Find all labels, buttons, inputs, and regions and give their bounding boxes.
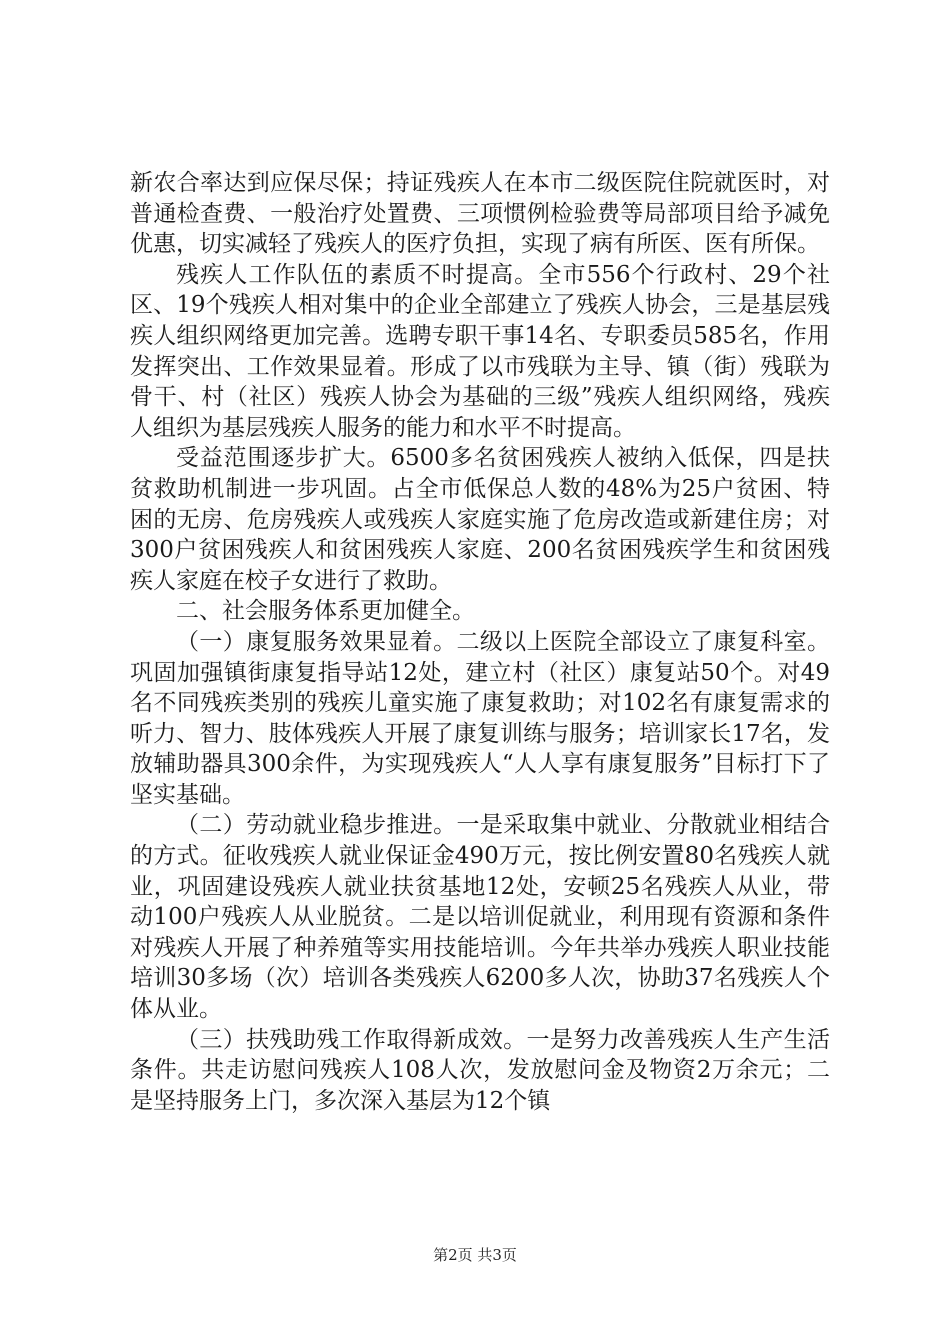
paragraph-continuation: 新农合率达到应保尽保；持证残疾人在本市二级医院住院就医时，对普通检查费、一般治疗处置费、三项惯例检验费等局部项目给予减免优惠，切实减轻了残疾人的医疗负担，实现了病有所医、医有所保。 xyxy=(130,170,830,258)
document-body xyxy=(130,168,830,1116)
paragraph-rehabilitation: （一）康复服务效果显着。二级以上医院全部设立了康复科室。巩固加强镇街康复指导站12处，建立村（社区）康复站50个。对49名不同残疾类别的残疾儿童实施了康复救助；对102名有康复需求的听力、智力、肢体残疾人开展了康复训练与服务；培训家长17名，发放辅助器具300余件，为实现残疾人“人人享有康复服务”目标打下了坚实基础。 xyxy=(130,628,830,808)
section-heading-social-services: 二、社会服务体系更加健全。 xyxy=(176,598,475,625)
paragraph-workforce-quality: 残疾人工作队伍的素质不时提高。全市556个行政村、29个社区、19个残疾人相对集中的企业全部建立了残疾人协会，三是基层残疾人组织网络更加完善。选聘专职干事14名、专职委员585名，作用发挥突出、工作效果显着。形成了以市残联为主导、镇（街）残联为骨干、村（社区）残疾人协会为基础的三级”残疾人组织网络，残疾人组织为基层残疾人服务的能力和水平不时提高。 xyxy=(130,261,830,441)
page-number-footer: 第2页 共3页 xyxy=(433,1246,517,1264)
paragraph-relief-mechanism: 受益范围逐步扩大。6500多名贫困残疾人被纳入低保，四是扶贫救助机制进一步巩固。占全市低保总人数的48%为25户贫困、特困的无房、危房残疾人或残疾人家庭实施了危房改造或新建住房；对300户贫困残疾人和贫困残疾人家庭、200名贫困残疾学生和贫困残疾人家庭在校子女进行了救助。 xyxy=(130,445,830,594)
paragraph-assistance: （三）扶残助残工作取得新成效。一是努力改善残疾人生产生活条件。共走访慰问残疾人108人次，发放慰问金及物资2万余元；二是坚持服务上门，多次深入基层为12个镇 xyxy=(130,1026,830,1114)
paragraph-employment: （二）劳动就业稳步推进。一是采取集中就业、分散就业相结合的方式。征收残疾人就业保证金490万元，按比例安置80名残疾人就业，巩固建设残疾人就业扶贫基地12处，安顿25名残疾人从业，带动100户残疾人从业脱贫。二是以培训促就业，利用现有资源和条件对残疾人开展了种养殖等实用技能培训。今年共举办残疾人职业技能培训30多场（次）培训各类残疾人6200多人次，协助37名残疾人个体从业。 xyxy=(130,812,830,1023)
